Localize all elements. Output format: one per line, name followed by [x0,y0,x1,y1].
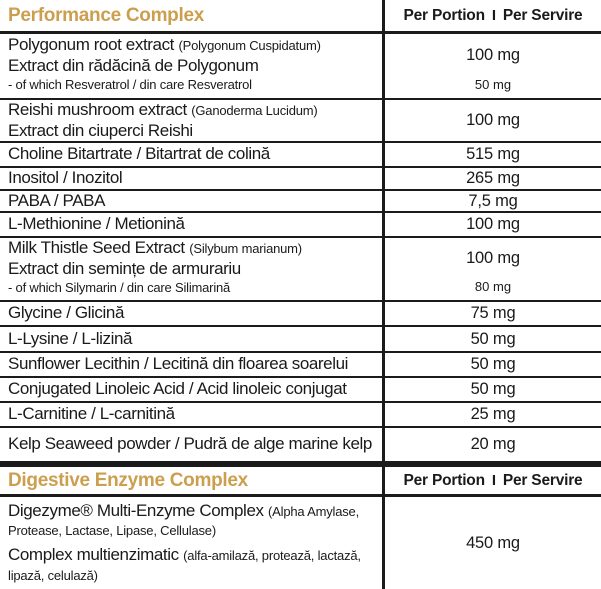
table-row-sunflower-lecithin [0,353,601,378]
ingredient-latin-name: (Polygonum Cuspidatum) [178,37,321,53]
performance-complex-header-row [0,0,601,34]
ingredient-cell [0,327,385,351]
ingredient-amount: 50 mg [470,380,516,398]
value-cell [385,327,601,351]
ingredient-name-ro: Extract din ciuperci Reishi [8,120,193,140]
ingredient-name: PABA / PABA [8,190,106,210]
ingredient-name: Inositol / Inozitol [8,168,123,188]
value-cell [385,403,601,426]
ingredient-cell [0,497,385,589]
ingredient-amount: 265 mg [466,169,520,187]
ingredient-components-ro: (alfa-amilază, protează, lactază, lipază, celulază) [8,548,361,583]
ingredient-cell [0,143,385,166]
column-separator: I [491,7,496,24]
ingredient-name: L-Lysine / L-lizină [8,328,133,348]
ingredient-latin-name: (Ganoderma Lucidum) [191,102,318,118]
ingredient-name-ro: Extract din rădăcină de Polygonum [8,55,259,75]
ingredient-name: Kelp Seaweed powder / Pudră de alge marine kelp [8,434,372,454]
table-row-polygonum [0,34,601,100]
sub-ingredient-label: - of which Silymarin / din care Silimarină [8,280,231,296]
table-row-digezyme [0,497,601,589]
value-cell [385,353,601,376]
value-cell [385,238,601,300]
per-portion-label: Per Portion [403,471,485,489]
ingredient-cell [0,403,385,426]
table-row-reishi [0,100,601,143]
value-cell [385,428,601,461]
table-row-carnitine [0,403,601,428]
sub-ingredient-label: - of which Resveratrol / din care Resveratrol [8,77,252,93]
table-row-methionine [0,213,601,238]
section-title: Performance Complex [8,4,204,26]
sub-ingredient-amount: 50 mg [474,77,512,92]
value-cell [385,191,601,211]
ingredient-amount: 100 mg [466,249,520,267]
value-cell [385,378,601,401]
column-header-cell [385,0,601,31]
ingredient-amount: 100 mg [466,215,520,233]
ingredient-name: Choline Bitartrate / Bitartrat de colină [8,144,270,164]
section-title: Digestive Enzyme Complex [8,469,248,491]
value-cell [385,302,601,325]
ingredient-name: Polygonum root extract [8,34,175,54]
section-title-cell [0,0,385,31]
value-cell [385,100,601,141]
ingredient-amount: 50 mg [470,355,516,373]
value-cell [385,213,601,236]
column-header [404,7,583,25]
ingredient-name: Reishi mushroom extract [8,99,187,119]
table-row-glycine [0,302,601,327]
ingredient-name: Sunflower Lecithin / Lecitină din floarea soarelui [8,354,349,374]
ingredient-amount: 7,5 mg [468,191,518,210]
table-row-inositol [0,168,601,191]
ingredient-cell [0,428,385,461]
ingredient-cell [0,168,385,189]
table-row-paba [0,191,601,213]
ingredient-amount: 100 mg [466,46,520,64]
ingredient-amount: 20 mg [470,435,516,453]
column-header-cell [385,467,601,494]
ingredient-name-ro: Extract din semințe de armurariu [8,258,241,278]
value-cell [385,497,601,589]
ingredient-amount: 75 mg [470,304,516,322]
value-cell [385,143,601,166]
ingredient-cell [0,34,385,98]
ingredient-components: (Alpha Amylase, Protease, Lactase, Lipase, Cellulase) [8,503,359,539]
ingredient-cell [0,213,385,236]
table-row-lysine [0,327,601,353]
per-portion-label: Per Portion [403,6,485,24]
per-servire-label: Per Servire [502,6,583,24]
ingredient-name: L-Methionine / Metionină [8,214,185,234]
ingredient-name: L-Carnitine / L-carnitină [8,404,175,424]
ingredient-cell [0,238,385,300]
digestive-enzyme-header-row [0,467,601,497]
table-row-kelp [0,428,601,461]
column-separator: I [491,472,496,489]
ingredient-name: Conjugated Linoleic Acid / Acid linoleic conjugat [8,379,347,399]
table-row-choline [0,143,601,168]
ingredient-cell [0,378,385,401]
ingredient-cell [0,353,385,376]
ingredient-cell [0,100,385,141]
ingredient-cell [0,191,385,211]
ingredient-amount: 100 mg [466,111,520,129]
ingredient-name: Milk Thistle Seed Extract [8,237,185,257]
ingredient-latin-name: (Silybum marianum) [189,240,302,256]
sub-ingredient-amount: 80 mg [474,279,512,294]
section-title-cell [0,467,385,494]
table-row-cla [0,378,601,403]
ingredient-amount: 50 mg [470,329,516,348]
ingredient-cell [0,302,385,325]
ingredient-name: Glycine / Glicină [8,303,125,323]
ingredient-amount: 515 mg [466,145,520,163]
table-row-milk-thistle [0,238,601,302]
column-header [404,472,583,490]
per-servire-label: Per Servire [502,471,583,489]
ingredient-amount: 450 mg [466,533,520,552]
ingredient-amount: 25 mg [470,405,516,423]
ingredient-name: Digezyme® Multi-Enzyme Complex [8,500,264,520]
value-cell [385,34,601,98]
ingredient-name-ro: Complex multienzimatic [8,545,179,564]
value-cell [385,168,601,189]
